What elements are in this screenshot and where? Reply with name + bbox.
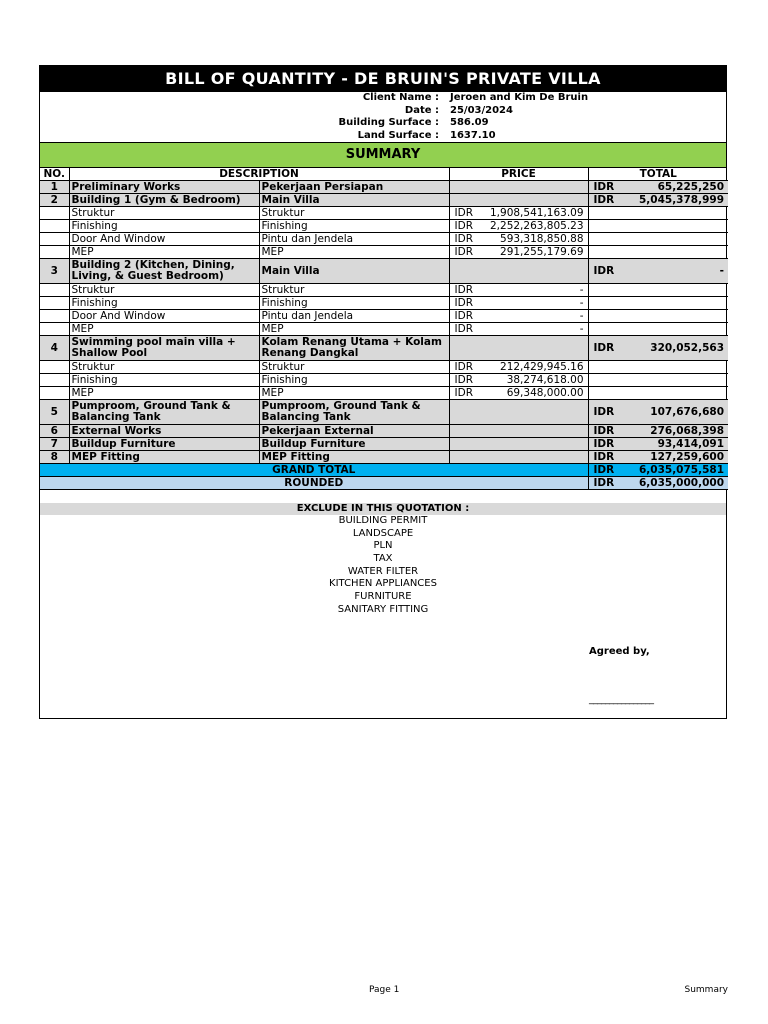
currency-label: IDR: [454, 284, 473, 296]
price-cell: [449, 284, 588, 297]
currency-label: IDR: [454, 246, 473, 258]
price-cell: [449, 387, 588, 400]
table-header-row: [40, 168, 728, 181]
price-cell: [449, 451, 588, 464]
item-number: 6: [40, 425, 69, 438]
item-number: [40, 361, 69, 374]
description-id: Pekerjaan External: [259, 425, 449, 438]
total-cell: [588, 284, 728, 297]
price-cell: [449, 438, 588, 451]
total-cell: [588, 194, 728, 207]
amount: 5,045,378,999: [638, 194, 725, 206]
description-id: Pumproom, Ground Tank & Balancing Tank: [259, 400, 449, 425]
amount: 69,348,000.00: [506, 387, 584, 399]
table-row-sub: [40, 323, 728, 336]
boq-sheet: [39, 65, 727, 719]
description-id: Struktur: [259, 284, 449, 297]
exclude-item: LANDSCAPE: [352, 527, 414, 539]
amount: -: [579, 323, 584, 335]
amount: 6,035,075,581: [638, 464, 725, 476]
description-en: MEP Fitting: [69, 451, 259, 464]
currency-label: IDR: [454, 310, 473, 322]
total-cell: [588, 310, 728, 323]
description-id: Pekerjaan Persiapan: [259, 181, 449, 194]
currency-label: IDR: [593, 438, 615, 450]
building-surface-value: 586.09: [450, 117, 489, 128]
price-cell: [449, 361, 588, 374]
currency-label: IDR: [593, 464, 615, 476]
item-number: [40, 233, 69, 246]
description-en: Buildup Furniture: [69, 438, 259, 451]
price-cell: [449, 323, 588, 336]
description-en: Finishing: [69, 220, 259, 233]
currency-label: IDR: [593, 181, 615, 193]
description-id: Kolam Renang Utama + Kolam Renang Dangkal: [259, 336, 449, 361]
item-number: [40, 246, 69, 259]
client-name-row: [40, 92, 726, 105]
description-en: External Works: [69, 425, 259, 438]
price-cell: [449, 220, 588, 233]
amount: -: [719, 265, 725, 277]
table-row-sub: [40, 374, 728, 387]
amount: -: [579, 310, 584, 322]
exclude-item: BUILDING PERMIT: [338, 515, 428, 526]
land-surface-label: Land Surface :: [357, 129, 439, 141]
description-en: Swimming pool main villa + Shallow Pool: [69, 336, 259, 361]
price-cell: [449, 233, 588, 246]
table-row-sub: [40, 246, 728, 259]
item-number: 8: [40, 451, 69, 464]
price-cell: [449, 400, 588, 425]
currency-label: IDR: [454, 374, 473, 386]
currency-label: IDR: [593, 194, 615, 206]
grand-total-row-label: GRAND TOTAL: [40, 464, 588, 477]
item-number: 3: [40, 259, 69, 284]
description-id: Struktur: [259, 207, 449, 220]
total-cell: [588, 259, 728, 284]
table-row-main: [40, 425, 728, 438]
description-id: Pintu dan Jendela: [259, 310, 449, 323]
footer-sheet-name: Summary: [684, 985, 728, 995]
total-cell: [588, 207, 728, 220]
currency-label: IDR: [593, 342, 615, 354]
rounded-row-label: ROUNDED: [40, 477, 588, 490]
price-cell: [449, 336, 588, 361]
description-id: Finishing: [259, 297, 449, 310]
footer-page-number: Page 1: [369, 985, 400, 995]
currency-label: IDR: [454, 387, 473, 399]
amount: -: [579, 284, 584, 296]
item-number: [40, 284, 69, 297]
exclude-item: SANITARY FITTING: [337, 603, 429, 615]
description-en: Preliminary Works: [69, 181, 259, 194]
table-row-main: [40, 259, 728, 284]
total-cell: [588, 220, 728, 233]
grand-total-row-value: [588, 464, 728, 477]
currency-label: IDR: [593, 425, 615, 437]
price-cell: [449, 194, 588, 207]
table-row-main: [40, 194, 728, 207]
table-row-main: [40, 438, 728, 451]
total-cell: [588, 425, 728, 438]
total-cell: [588, 374, 728, 387]
total-cell: [588, 361, 728, 374]
description-id: Struktur: [259, 361, 449, 374]
total-cell: [588, 336, 728, 361]
exclude-item: FURNITURE: [354, 591, 412, 603]
amount: 38,274,618.00: [506, 374, 584, 386]
item-number: [40, 374, 69, 387]
item-number: 2: [40, 194, 69, 207]
header-description: DESCRIPTION: [69, 168, 449, 181]
total-cell: [588, 323, 728, 336]
currency-label: IDR: [454, 297, 473, 309]
total-cell: [588, 246, 728, 259]
total-cell: [588, 233, 728, 246]
description-id: Buildup Furniture: [259, 438, 449, 451]
exclude-heading: EXCLUDE IN THIS QUOTATION :: [40, 503, 726, 515]
currency-label: IDR: [454, 323, 473, 335]
description-en: Building 1 (Gym & Bedroom): [69, 194, 259, 207]
item-number: [40, 310, 69, 323]
amount: 291,255,179.69: [500, 246, 584, 258]
exclude-item: WATER FILTER: [347, 565, 419, 577]
currency-label: IDR: [593, 451, 615, 463]
description-en: Struktur: [69, 361, 259, 374]
item-number: 5: [40, 400, 69, 425]
header-total: TOTAL: [588, 168, 728, 181]
price-cell: [449, 207, 588, 220]
spacer: [40, 490, 726, 503]
table-row-main: [40, 400, 728, 425]
table-row-main: [40, 181, 728, 194]
total-cell: [588, 400, 728, 425]
description-id: Finishing: [259, 220, 449, 233]
currency-label: IDR: [454, 220, 473, 232]
amount: -: [579, 297, 584, 309]
description-en: Door And Window: [69, 233, 259, 246]
building-surface-label: Building Surface :: [338, 117, 439, 128]
date-value: 25/03/2024: [450, 104, 513, 116]
total-cell: [588, 181, 728, 194]
currency-label: IDR: [454, 207, 473, 219]
table-row-sub: [40, 297, 728, 310]
amount: 593,318,850.88: [500, 233, 584, 245]
description-en: Struktur: [69, 284, 259, 297]
item-number: [40, 220, 69, 233]
price-cell: [449, 181, 588, 194]
amount: 276,068,398: [650, 425, 725, 437]
price-cell: [449, 425, 588, 438]
table-row-sub: [40, 310, 728, 323]
exclude-item: PLN: [373, 540, 393, 552]
price-cell: [449, 246, 588, 259]
price-cell: [449, 310, 588, 323]
description-id: MEP Fitting: [259, 451, 449, 464]
total-cell: [588, 297, 728, 310]
amount: 93,414,091: [657, 438, 725, 450]
rounded-row-value: [588, 477, 728, 490]
date-row: [40, 105, 726, 118]
amount: 127,259,600: [650, 451, 725, 463]
currency-label: IDR: [454, 233, 473, 245]
client-name-label: Client Name :: [362, 92, 439, 103]
price-cell: [449, 374, 588, 387]
item-number: 1: [40, 181, 69, 194]
summary-heading: SUMMARY: [40, 143, 726, 168]
description-id: Finishing: [259, 374, 449, 387]
item-number: [40, 297, 69, 310]
description-en: Finishing: [69, 297, 259, 310]
table-row-main: [40, 451, 728, 464]
description-en: Struktur: [69, 207, 259, 220]
item-number: [40, 387, 69, 400]
amount: 1,908,541,163.09: [490, 207, 584, 219]
total-cell: [588, 438, 728, 451]
amount: 6,035,000,000: [638, 477, 725, 489]
amount: 2,252,263,805.23: [490, 220, 584, 232]
date-label: Date :: [404, 104, 439, 116]
description-id: Main Villa: [259, 194, 449, 207]
table-row-sub: [40, 284, 728, 297]
client-info: [40, 92, 726, 143]
table-row-sub: [40, 220, 728, 233]
item-number: [40, 207, 69, 220]
description-id: MEP: [259, 387, 449, 400]
description-en: MEP: [69, 387, 259, 400]
table-row-sub: [40, 387, 728, 400]
total-cell: [588, 387, 728, 400]
signature-line: ________________: [589, 694, 653, 705]
description-id: MEP: [259, 246, 449, 259]
description-id: Main Villa: [259, 259, 449, 284]
exclude-list: [40, 515, 726, 617]
price-cell: [449, 259, 588, 284]
currency-label: IDR: [593, 406, 615, 418]
description-en: MEP: [69, 246, 259, 259]
grand-total-row: [40, 464, 728, 477]
description-id: MEP: [259, 323, 449, 336]
header-price: PRICE: [449, 168, 588, 181]
description-en: Door And Window: [69, 310, 259, 323]
amount: 320,052,563: [650, 342, 725, 354]
currency-label: IDR: [593, 477, 615, 489]
item-number: 4: [40, 336, 69, 361]
currency-label: IDR: [454, 361, 473, 373]
description-en: MEP: [69, 323, 259, 336]
table-row-sub: [40, 361, 728, 374]
description-en: Pumproom, Ground Tank & Balancing Tank: [69, 400, 259, 425]
item-number: 7: [40, 438, 69, 451]
description-id: Pintu dan Jendela: [259, 233, 449, 246]
table-row-sub: [40, 233, 728, 246]
table-row-sub: [40, 207, 728, 220]
exclude-item: KITCHEN APPLIANCES: [329, 578, 437, 590]
rounded-row: [40, 477, 728, 490]
agreed-by-label: Agreed by,: [589, 646, 650, 657]
total-cell: [588, 451, 728, 464]
amount: 212,429,945.16: [500, 361, 584, 373]
client-name-value: Jeroen and Kim De Bruin: [450, 92, 589, 103]
item-number: [40, 323, 69, 336]
currency-label: IDR: [593, 265, 615, 277]
header-no: NO.: [40, 168, 69, 181]
description-en: Building 2 (Kitchen, Dining, Living, & Guest Bedroom): [69, 259, 259, 284]
land-surface-row: [40, 130, 726, 143]
land-surface-value: 1637.10: [450, 129, 496, 141]
document-title: BILL OF QUANTITY - DE BRUIN'S PRIVATE VILLA: [40, 66, 726, 92]
price-cell: [449, 297, 588, 310]
description-en: Finishing: [69, 374, 259, 387]
amount: 65,225,250: [657, 181, 725, 193]
amount: 107,676,680: [650, 406, 725, 418]
summary-table: [40, 168, 728, 490]
table-row-main: [40, 336, 728, 361]
exclude-item: TAX: [373, 553, 393, 565]
building-surface-row: [40, 117, 726, 130]
